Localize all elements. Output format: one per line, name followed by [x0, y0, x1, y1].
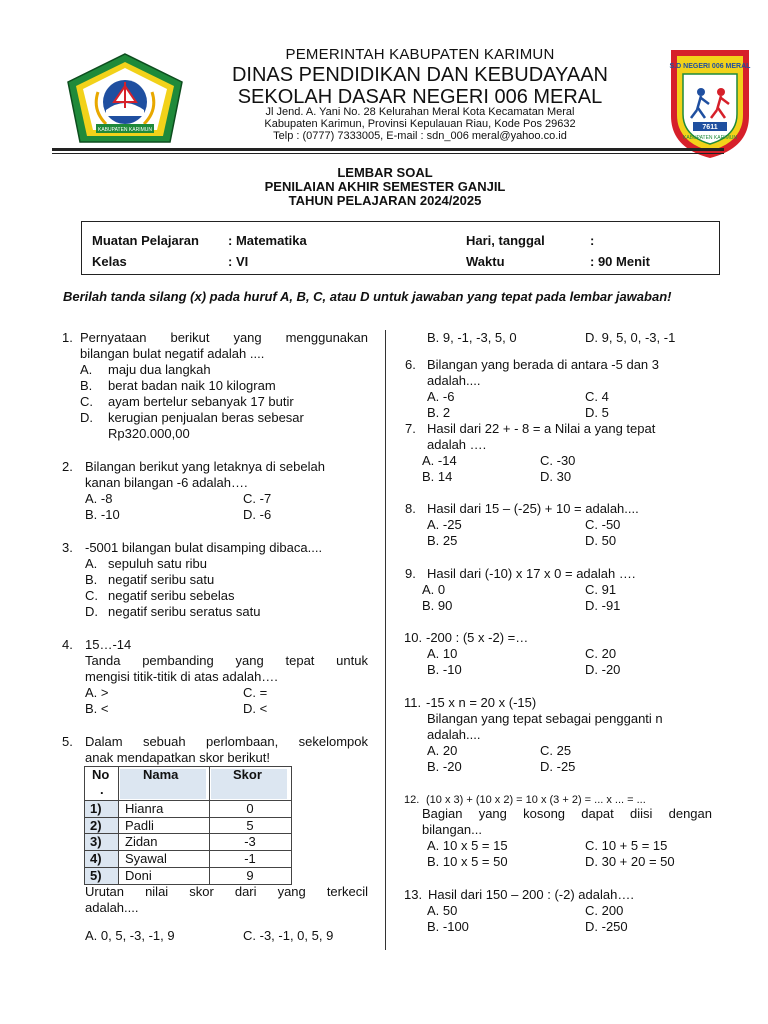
q4-option-d: D. <	[243, 701, 268, 716]
q13-number: 13.	[404, 887, 423, 902]
q1-option-c-letter: C.	[80, 394, 93, 409]
q2-option-a: A. -8	[85, 491, 113, 506]
q1-option-a-letter: A.	[80, 362, 93, 377]
title-line-3: TAHUN PELAJARAN 2024/2025	[288, 193, 482, 208]
q8-option-a: A. -25	[427, 517, 462, 532]
q1-option-b-letter: B.	[80, 378, 93, 393]
q5-line-4: adalah....	[85, 900, 139, 915]
q3-number: 3.	[62, 540, 73, 555]
q12-line-1: (10 x 3) + (10 x 2) = 10 x (3 + 2) = ... x ... = ...	[426, 794, 646, 806]
q12-number: 12.	[404, 794, 420, 806]
score-table	[84, 766, 292, 885]
q1-option-d-cont: Rp320.000,00	[108, 426, 190, 441]
q7-number: 7.	[405, 421, 416, 436]
q13-option-a: A. 50	[427, 903, 458, 918]
table-row-2-skor: 5	[246, 818, 254, 833]
q4-option-b: B. <	[85, 701, 109, 716]
q3-option-c: negatif seribu sebelas	[108, 588, 235, 603]
q3-option-c-letter: C.	[85, 588, 98, 603]
q12-option-a: A. 10 x 5 = 15	[427, 838, 508, 853]
q2-option-c: C. -7	[243, 491, 272, 506]
address	[180, 106, 660, 142]
q11-option-b: B. -20	[427, 759, 462, 774]
q4-option-a: A. >	[85, 685, 109, 700]
info-box	[81, 221, 720, 275]
q10-option-d: D. -20	[585, 662, 621, 677]
address-line-1: Jl Jend. A. Yani No. 28 Kelurahan Meral Kota Kecamatan Meral	[265, 106, 575, 118]
q13-option-b: B. -100	[427, 919, 469, 934]
class-value: : VI	[228, 254, 249, 269]
table-row-3-nama: Zidan	[125, 834, 158, 849]
q9-option-c: C. 91	[585, 582, 617, 597]
q13-line-1: Hasil dari 150 – 200 : (-2) adalah….	[428, 887, 634, 902]
q1-option-b: berat badan naik 10 kilogram	[108, 378, 276, 393]
q11-line-1: -15 x n = 20 x (-15)	[426, 695, 537, 710]
table-row-2-no: 2)	[90, 818, 102, 833]
time-value: : 90 Menit	[590, 254, 650, 269]
left-logo-text: KABUPATEN KARIMUN	[98, 127, 152, 133]
right-logo-bottom: KABUPATEN KARIMUN	[683, 135, 737, 141]
gov-name: PEMERINTAH KABUPATEN KARIMUN	[285, 46, 555, 63]
q8-option-b: B. 25	[427, 533, 458, 548]
q8-line-1: Hasil dari 15 – (-25) + 10 = adalah....	[427, 501, 639, 516]
q1-option-c: ayam bertelur sebanyak 17 butir	[108, 394, 294, 409]
q12-line-3: bilangan...	[422, 822, 482, 837]
q1-option-d: kerugian penjualan beras sebesar	[108, 410, 304, 425]
q5-option-c: C. -3, -1, 0, 5, 9	[243, 928, 334, 943]
q6-option-c: C. 4	[585, 389, 609, 404]
q9-number: 9.	[405, 566, 416, 581]
instruction: Berilah tanda silang (x) pada huruf A, B, C, atau D untuk jawaban yang tepat pada lembar jawaban!	[63, 289, 672, 304]
title-line-2: PENILAIAN AKHIR SEMESTER GANJIL	[264, 179, 506, 194]
right-logo-text: S.D NEGERI 006 MERAL	[669, 63, 751, 70]
q6-number: 6.	[405, 357, 416, 372]
q7-option-c: C. -30	[540, 453, 576, 468]
q1-line-1: Pernyataan berikut yang menggunakan	[80, 330, 368, 345]
q5-option-d: D. 9, 5, 0, -3, -1	[585, 330, 676, 345]
table-row-1-no: 1)	[90, 801, 102, 816]
q5-line-2: anak mendapatkan skor berikut!	[85, 750, 270, 765]
q9-option-d: D. -91	[585, 598, 621, 613]
q1-option-d-letter: D.	[80, 410, 93, 425]
school-name: SEKOLAH DASAR NEGERI 006 MERAL	[237, 86, 603, 108]
q10-option-b: B. -10	[427, 662, 462, 677]
q5-option-b: B. 9, -1, -3, 5, 0	[427, 330, 517, 345]
q12-option-c: C. 10 + 5 = 15	[585, 838, 668, 853]
doc-title	[180, 166, 590, 208]
table-row-5-skor: 9	[246, 868, 254, 883]
title-line-1: LEMBAR SOAL	[337, 165, 433, 180]
table-row-1-nama: Hianra	[125, 801, 164, 816]
q4-line-2: Tanda pembanding yang tepat untuk	[85, 653, 368, 668]
q9-option-a: A. 0	[422, 582, 446, 597]
q10-line-1: -200 : (5 x -2) =…	[426, 630, 529, 645]
q2-line-2: kanan bilangan -6 adalah….	[85, 475, 248, 490]
q6-line-2: adalah....	[427, 373, 481, 388]
q9-line-1: Hasil dari (-10) x 17 x 0 = adalah ….	[427, 566, 636, 581]
table-row-3-no: 3)	[90, 834, 102, 849]
q10-number: 10.	[404, 630, 423, 645]
q3-option-d: negatif seribu seratus satu	[108, 604, 261, 619]
q3-option-a: sepuluh satu ribu	[108, 556, 208, 571]
table-row-3-skor: -3	[244, 834, 256, 849]
q12-option-b: B. 10 x 5 = 50	[427, 854, 508, 869]
contact-line: Telp : (0777) 7333005, E-mail : sdn_006 meral@yahoo.co.id	[273, 130, 567, 142]
q1-number: 1.	[62, 330, 73, 345]
q6-option-b: B. 2	[427, 405, 451, 420]
table-row-5-nama: Doni	[125, 868, 152, 883]
q3-option-a-letter: A.	[85, 556, 98, 571]
q6-option-a: A. -6	[427, 389, 455, 404]
q5-line-3: Urutan nilai skor dari yang terkecil	[85, 884, 368, 899]
table-row-4-skor: -1	[244, 851, 256, 866]
q4-line-1: 15…-14	[85, 637, 132, 652]
q11-line-2: Bilangan yang tepat sebagai pengganti n	[427, 711, 663, 726]
q5-line-1: Dalam sebuah perlombaan, sekelompok	[85, 734, 368, 749]
address-line-2: Kabupaten Karimun, Provinsi Kepulauan Riau, Kode Pos 29632	[264, 118, 576, 130]
left-logo	[66, 52, 184, 144]
header-rule-thin	[52, 153, 724, 154]
q2-option-b: B. -10	[85, 507, 120, 522]
q13-option-c: C. 200	[585, 903, 624, 918]
subject-value: : Matematika	[228, 233, 307, 248]
q8-option-d: D. 50	[585, 533, 617, 548]
q7-line-2: adalah ….	[427, 437, 487, 452]
q7-option-a: A. -14	[422, 453, 457, 468]
q9-option-b: B. 90	[422, 598, 453, 613]
q11-option-d: D. -25	[540, 759, 576, 774]
q4-number: 4.	[62, 637, 73, 652]
table-header-no-dot: .	[100, 782, 104, 797]
right-logo-num: 7611	[702, 124, 718, 131]
table-header-skor: Skor	[233, 767, 262, 782]
q12-line-2: Bagian yang kosong dapat diisi dengan	[422, 806, 712, 821]
q5-option-a: A. 0, 5, -3, -1, 9	[85, 928, 175, 943]
table-header-no: No	[92, 767, 110, 782]
header-rule-thick	[52, 148, 724, 151]
date-label: Hari, tanggal	[466, 233, 545, 248]
q3-option-b: negatif seribu satu	[108, 572, 215, 587]
class-label: Kelas	[92, 254, 127, 269]
q6-line-1: Bilangan yang berada di antara -5 dan 3	[427, 357, 660, 372]
q8-number: 8.	[405, 501, 416, 516]
table-row-4-nama: Syawal	[125, 851, 167, 866]
table-row-1-skor: 0	[246, 801, 254, 816]
table-row-2-nama: Padli	[125, 818, 154, 833]
q10-option-c: C. 20	[585, 646, 617, 661]
q4-line-3: mengisi titik-titik di atas adalah….	[85, 669, 278, 684]
q8-option-c: C. -50	[585, 517, 621, 532]
q5-number: 5.	[62, 734, 73, 749]
q11-option-a: A. 20	[427, 743, 458, 758]
q1-option-a: maju dua langkah	[108, 362, 211, 377]
q12-option-d: D. 30 + 20 = 50	[585, 854, 675, 869]
q7-option-d: D. 30	[540, 469, 572, 484]
table-row-5-no: 5)	[90, 868, 102, 883]
q7-line-1: Hasil dari 22 + - 8 = a Nilai a yang tepat	[427, 421, 656, 436]
q10-option-a: A. 10	[427, 646, 458, 661]
q13-option-d: D. -250	[585, 919, 628, 934]
q2-option-d: D. -6	[243, 507, 272, 522]
q11-option-c: C. 25	[540, 743, 572, 758]
q6-option-d: D. 5	[585, 405, 609, 420]
q4-option-c: C. =	[243, 685, 268, 700]
table-header-nama: Nama	[143, 767, 179, 782]
q11-line-3: adalah....	[427, 727, 481, 742]
q3-option-b-letter: B.	[85, 572, 98, 587]
q2-number: 2.	[62, 459, 73, 474]
q2-line-1: Bilangan berikut yang letaknya di sebelah	[85, 459, 325, 474]
time-label: Waktu	[466, 254, 505, 269]
subject-label: Muatan Pelajaran	[92, 233, 199, 248]
date-value: :	[590, 233, 595, 248]
q7-option-b: B. 14	[422, 469, 453, 484]
column-divider	[385, 330, 386, 950]
q3-line-1: -5001 bilangan bulat disamping dibaca....	[85, 540, 323, 555]
q11-number: 11.	[404, 695, 422, 710]
table-row-4-no: 4)	[90, 851, 102, 866]
q1-line-2: bilangan bulat negatif adalah ....	[80, 346, 265, 361]
dept-name: DINAS PENDIDIKAN DAN KEBUDAYAAN	[231, 64, 608, 86]
q3-option-d-letter: D.	[85, 604, 98, 619]
right-logo	[665, 44, 755, 160]
